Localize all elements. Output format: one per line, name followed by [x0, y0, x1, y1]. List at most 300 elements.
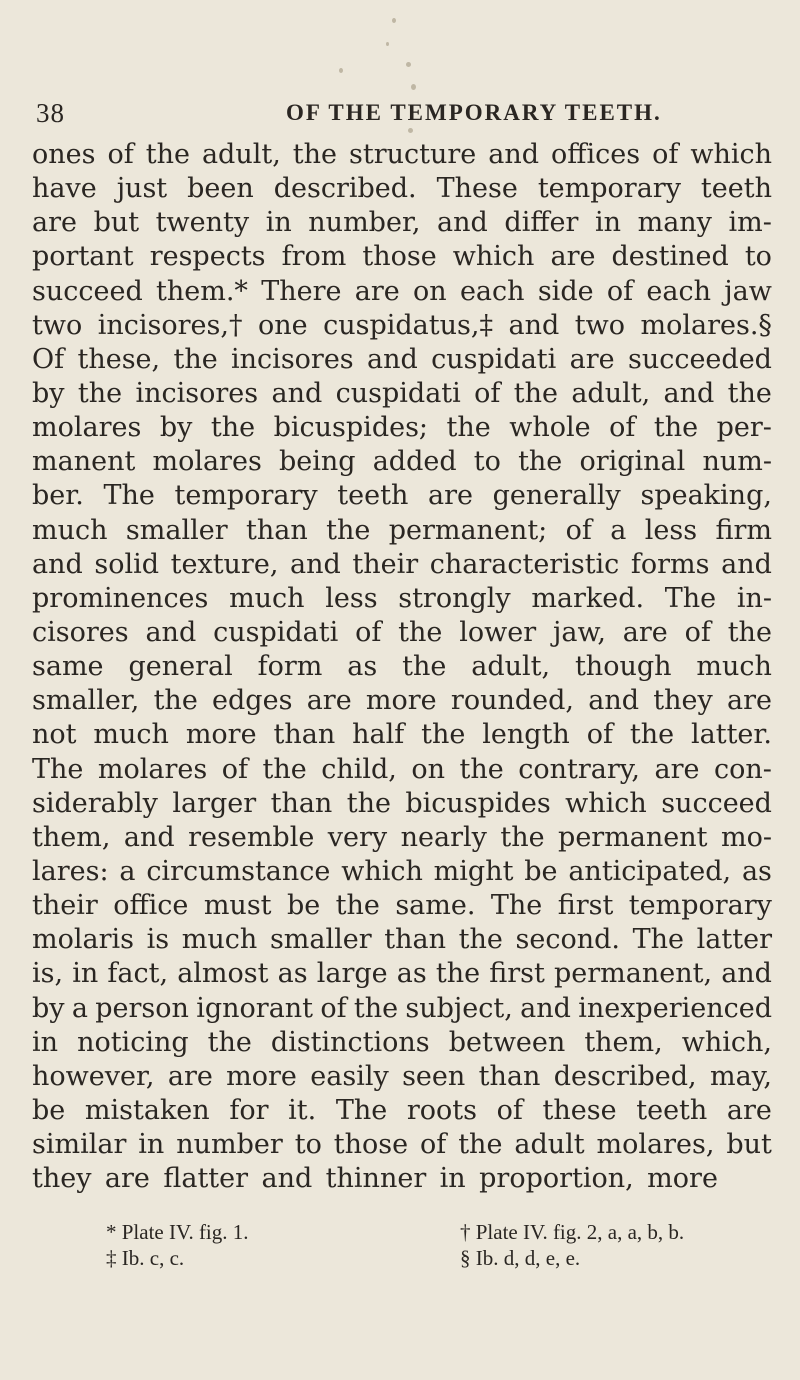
- word: are: [32, 207, 77, 239]
- word: as: [396, 958, 427, 990]
- word: The: [490, 890, 543, 922]
- word: almost: [177, 958, 269, 990]
- word: roots: [406, 1094, 477, 1126]
- word: than: [273, 719, 336, 751]
- text-line: [32, 275, 772, 309]
- word: the: [458, 1129, 503, 1161]
- word: the: [629, 719, 675, 751]
- word: by: [32, 377, 65, 409]
- word: office: [113, 890, 189, 922]
- text-line: [32, 1060, 772, 1094]
- word: are: [550, 241, 596, 273]
- word: the: [210, 412, 256, 444]
- word: which: [690, 139, 772, 170]
- word: jaw: [724, 275, 772, 307]
- word: whole: [509, 412, 591, 444]
- word: solid: [94, 548, 160, 580]
- word: ignorant: [196, 992, 314, 1024]
- word: are: [167, 1060, 213, 1092]
- text-line: [32, 172, 772, 206]
- word: in-: [736, 582, 772, 614]
- word: second.: [515, 924, 620, 956]
- word: cuspidati: [213, 616, 339, 648]
- word: of: [474, 377, 501, 409]
- word: those: [333, 1129, 409, 1161]
- word: is: [146, 924, 170, 956]
- word: and: [367, 343, 418, 375]
- word: incisores: [231, 343, 354, 375]
- word: more: [226, 1060, 297, 1092]
- text-line: [32, 1128, 772, 1162]
- word: con-: [714, 753, 772, 785]
- text-line: [32, 855, 772, 889]
- word: There: [261, 275, 342, 307]
- footnote-dagger: † Plate IV. fig. 2, a, a, b, b.: [460, 1220, 685, 1244]
- word: cuspidatus,‡: [323, 309, 493, 341]
- word: in: [32, 1026, 59, 1058]
- text-line: [32, 1094, 772, 1128]
- word: are: [428, 480, 473, 512]
- word: between: [448, 1026, 566, 1058]
- word: described.: [273, 173, 417, 205]
- word: the: [262, 753, 307, 785]
- word: general: [128, 651, 233, 683]
- word: nearly: [400, 821, 487, 853]
- word: succeeded: [627, 343, 772, 375]
- word: which: [341, 855, 423, 887]
- word: number: [176, 1129, 283, 1161]
- word: and: [721, 958, 772, 990]
- word: less: [325, 582, 378, 614]
- word: but: [726, 1129, 772, 1161]
- word: first: [489, 958, 545, 990]
- text-line: [32, 240, 772, 274]
- word: them,: [584, 1026, 663, 1058]
- text-line: [32, 992, 772, 1026]
- word: temporary: [628, 890, 772, 922]
- word: of: [606, 275, 634, 307]
- word: more: [185, 719, 257, 751]
- word: the: [500, 821, 545, 853]
- word: adult,: [201, 139, 281, 170]
- word: smaller,: [32, 685, 140, 717]
- word: firm: [715, 514, 772, 546]
- word: resemble: [188, 821, 315, 853]
- word: however,: [32, 1060, 155, 1092]
- word: might: [433, 855, 514, 887]
- word: characteristic: [429, 548, 620, 580]
- word: the: [421, 719, 466, 751]
- word: adult,: [471, 651, 551, 683]
- word: molares: [32, 412, 142, 444]
- word: a: [119, 855, 136, 887]
- word: siderably: [32, 787, 158, 819]
- word: on: [413, 275, 447, 307]
- word: of: [355, 616, 382, 648]
- word: easily: [310, 1060, 389, 1092]
- word: bicuspides;: [273, 412, 429, 444]
- word: are: [306, 685, 352, 717]
- word: the: [398, 616, 443, 648]
- word: latter.: [691, 719, 772, 751]
- word: each: [459, 275, 525, 307]
- paper-speck: [392, 18, 396, 23]
- footnote-star: * Plate IV. fig. 1.: [106, 1220, 249, 1244]
- word: portant: [32, 241, 134, 273]
- word: and: [508, 309, 560, 341]
- word: many: [637, 207, 712, 239]
- word: to: [744, 241, 772, 273]
- word: the: [402, 651, 447, 683]
- word: the: [335, 890, 380, 922]
- word: their: [32, 890, 98, 922]
- text-line: [32, 582, 772, 616]
- word: and: [123, 821, 175, 853]
- word: molares: [97, 753, 208, 785]
- word: the: [145, 139, 190, 170]
- word: much: [181, 924, 258, 956]
- text-line: [32, 616, 772, 650]
- word: the: [353, 992, 399, 1024]
- word: the: [459, 753, 504, 785]
- word: half: [352, 719, 405, 751]
- word: be: [32, 1094, 66, 1126]
- word: circumstance: [146, 855, 331, 887]
- text-line: [32, 650, 772, 684]
- paper-speck: [386, 42, 389, 46]
- word: large: [316, 958, 388, 990]
- text-line: [32, 411, 772, 445]
- word: of: [684, 616, 711, 648]
- word: The: [103, 480, 155, 512]
- word: much: [696, 651, 772, 683]
- word: and: [271, 377, 323, 409]
- word: distinctions: [270, 1026, 430, 1058]
- word: molares.§: [640, 309, 772, 341]
- word: These: [436, 173, 518, 205]
- word: they: [653, 685, 713, 717]
- word: temporary: [174, 480, 318, 512]
- word: texture,: [170, 548, 279, 580]
- word: generally: [492, 480, 621, 512]
- paper-speck: [411, 84, 416, 90]
- word: ones: [32, 139, 96, 170]
- word: being: [278, 446, 356, 478]
- word: as: [347, 651, 378, 683]
- word: temporary: [537, 173, 681, 205]
- word: just: [116, 173, 168, 205]
- word: much: [32, 514, 108, 546]
- word: inexperienced: [578, 992, 772, 1024]
- word: are: [654, 753, 700, 785]
- word: permanent: [558, 821, 708, 853]
- footnote-section: § Ib. d, d, e, e.: [460, 1246, 581, 1270]
- word: cuspidati: [431, 343, 557, 375]
- text-line: [32, 923, 772, 957]
- word: jaw,: [552, 616, 606, 648]
- word: more: [365, 685, 437, 717]
- word: the: [207, 1026, 252, 1058]
- word: twenty: [155, 207, 250, 239]
- word: as: [741, 855, 772, 887]
- word: not: [32, 719, 77, 751]
- text-line: [32, 479, 772, 513]
- word: forms: [630, 548, 710, 580]
- word: cisores: [32, 616, 129, 648]
- word: by: [159, 412, 193, 444]
- word: one: [257, 309, 308, 341]
- word: rounded,: [450, 685, 574, 717]
- text-line: [32, 821, 772, 855]
- text-line: [32, 377, 772, 411]
- word: respects: [149, 241, 266, 273]
- word: molares,: [596, 1129, 715, 1161]
- word: the: [446, 412, 491, 444]
- word: molaris: [32, 924, 134, 956]
- word: side: [537, 275, 594, 307]
- word: strongly: [398, 582, 511, 614]
- word: mo-: [720, 821, 772, 853]
- word: of: [320, 992, 347, 1024]
- word: permanent;: [388, 514, 548, 546]
- text-line: [32, 718, 772, 752]
- word: same: [32, 651, 104, 683]
- word: the: [153, 685, 198, 717]
- word: ber.: [32, 480, 84, 512]
- word: The: [32, 753, 84, 785]
- word: fact,: [107, 958, 169, 990]
- word: as: [277, 958, 308, 990]
- word: teeth: [700, 173, 772, 205]
- word: the: [326, 514, 371, 546]
- word: are: [726, 1094, 772, 1126]
- word: are: [569, 343, 615, 375]
- word: and: [588, 685, 640, 717]
- word: and: [290, 548, 341, 580]
- word: and: [437, 207, 488, 239]
- word: described,: [553, 1060, 697, 1092]
- word: same.: [395, 890, 476, 922]
- word: have: [32, 173, 97, 205]
- word: the: [346, 787, 391, 819]
- word: in: [72, 958, 99, 990]
- word: lower: [459, 616, 537, 648]
- word: the: [77, 377, 123, 409]
- page-header: [36, 92, 772, 132]
- word: and: [32, 548, 83, 580]
- word: contrary,: [518, 753, 641, 785]
- word: which: [452, 241, 535, 273]
- word: the: [435, 958, 481, 990]
- word: must: [203, 890, 272, 922]
- word: anticipated,: [568, 855, 732, 887]
- word: of: [107, 139, 134, 170]
- word: been: [187, 173, 254, 205]
- word: two: [32, 309, 83, 341]
- word: those: [362, 241, 437, 273]
- word: and: [145, 616, 197, 648]
- text-line: [32, 684, 772, 718]
- word: per-: [716, 412, 772, 444]
- word: Of: [32, 343, 65, 375]
- word: in: [265, 207, 292, 239]
- word: the: [458, 924, 503, 956]
- word: im-: [728, 207, 772, 239]
- word: manent: [32, 446, 136, 478]
- word: them,: [32, 821, 111, 853]
- word: molares: [152, 446, 262, 478]
- word: succeed: [661, 787, 772, 819]
- word: destined: [611, 241, 729, 273]
- text-line: they are flatter and thinner in proportion, more: [32, 1163, 718, 1195]
- word: and: [520, 992, 571, 1024]
- running-title: OF THE TEMPORARY TEETH.: [286, 100, 662, 125]
- word: adult,: [571, 377, 651, 409]
- text-line: [32, 753, 772, 787]
- word: and: [488, 139, 540, 170]
- word: are: [354, 275, 400, 307]
- word: less: [644, 514, 698, 546]
- word: these: [542, 1094, 617, 1126]
- text-line: [32, 514, 772, 548]
- word: mistaken: [84, 1094, 210, 1126]
- word: than: [478, 1060, 541, 1092]
- text-line: [32, 206, 772, 240]
- word: subject,: [405, 992, 513, 1024]
- word: succeed: [32, 275, 143, 307]
- word: teeth: [636, 1094, 708, 1126]
- paper-speck: [339, 68, 343, 73]
- word: child,: [321, 753, 397, 785]
- word: form: [257, 651, 323, 683]
- word: each: [646, 275, 711, 307]
- word: the: [727, 377, 772, 409]
- word: by: [32, 992, 65, 1024]
- word: original: [579, 446, 686, 478]
- word: The: [632, 924, 685, 956]
- word: permanent,: [553, 958, 713, 990]
- word: than: [270, 787, 333, 819]
- word: incisores: [135, 377, 259, 409]
- text-line: [32, 1026, 772, 1060]
- word: which,: [681, 1026, 772, 1058]
- word: speaking,: [640, 480, 772, 512]
- word: adult: [514, 1129, 585, 1161]
- word: differ: [504, 207, 579, 239]
- text-line: [32, 445, 772, 479]
- word: very: [327, 821, 388, 853]
- word: for: [229, 1094, 269, 1126]
- word: of: [221, 753, 248, 785]
- word: length: [482, 719, 570, 751]
- word: the: [292, 139, 338, 170]
- text-line: [32, 548, 772, 582]
- word: a: [610, 514, 627, 546]
- word: marked.: [531, 582, 645, 614]
- word: added: [372, 446, 457, 478]
- word: their: [352, 548, 419, 580]
- text-line: [32, 957, 772, 991]
- word: edges: [212, 685, 293, 717]
- word: be: [286, 890, 321, 922]
- word: lares:: [32, 855, 109, 887]
- word: to: [294, 1129, 322, 1161]
- word: to: [473, 446, 501, 478]
- body-text: [32, 138, 772, 1196]
- text-line: [32, 343, 772, 377]
- word: in: [594, 207, 622, 239]
- word: be: [524, 855, 558, 887]
- word: in: [138, 1129, 165, 1161]
- word: person: [95, 992, 189, 1024]
- page-number: 38: [36, 98, 65, 128]
- text-line: [32, 138, 772, 172]
- word: of: [496, 1094, 523, 1126]
- word: may,: [709, 1060, 772, 1092]
- word: structure: [349, 139, 477, 170]
- word: much: [93, 719, 169, 751]
- word: of: [609, 412, 636, 444]
- paper-speck: [406, 62, 411, 67]
- word: a: [71, 992, 88, 1024]
- word: of: [586, 719, 613, 751]
- word: latter: [696, 924, 772, 956]
- word: noticing: [77, 1026, 189, 1058]
- word: it.: [288, 1094, 317, 1126]
- word: of: [420, 1129, 447, 1161]
- word: are: [727, 685, 772, 717]
- word: number,: [308, 207, 421, 239]
- word: than: [384, 924, 447, 956]
- word: offices: [551, 139, 641, 170]
- word: though: [574, 651, 672, 683]
- word: smaller: [269, 924, 372, 956]
- text-line: [32, 309, 772, 343]
- word: two: [574, 309, 625, 341]
- word: of: [652, 139, 679, 170]
- word: them.*: [156, 275, 248, 307]
- text-line: [32, 889, 772, 923]
- word: teeth: [337, 480, 409, 512]
- word: first: [557, 890, 614, 922]
- word: cuspidati: [335, 377, 461, 409]
- word: the: [513, 377, 558, 409]
- word: on: [411, 753, 446, 785]
- word: and: [721, 548, 772, 580]
- word: the: [518, 446, 563, 478]
- word: bicuspides: [405, 787, 551, 819]
- word: the: [653, 412, 699, 444]
- word: are: [622, 616, 668, 648]
- word: incisores,†: [97, 309, 243, 341]
- word: much: [229, 582, 305, 614]
- word: which: [565, 787, 647, 819]
- word: similar: [32, 1129, 127, 1161]
- word: The: [335, 1094, 388, 1126]
- word: than: [245, 514, 308, 546]
- word: and: [663, 377, 715, 409]
- word: the: [727, 616, 772, 648]
- word: smaller: [125, 514, 228, 546]
- word: from: [281, 241, 347, 273]
- word: the: [173, 343, 218, 375]
- word: of: [565, 514, 592, 546]
- word: The: [664, 582, 717, 614]
- word: is,: [32, 958, 64, 990]
- word: these,: [77, 343, 161, 375]
- word: num-: [702, 446, 772, 478]
- text-line: [32, 787, 772, 821]
